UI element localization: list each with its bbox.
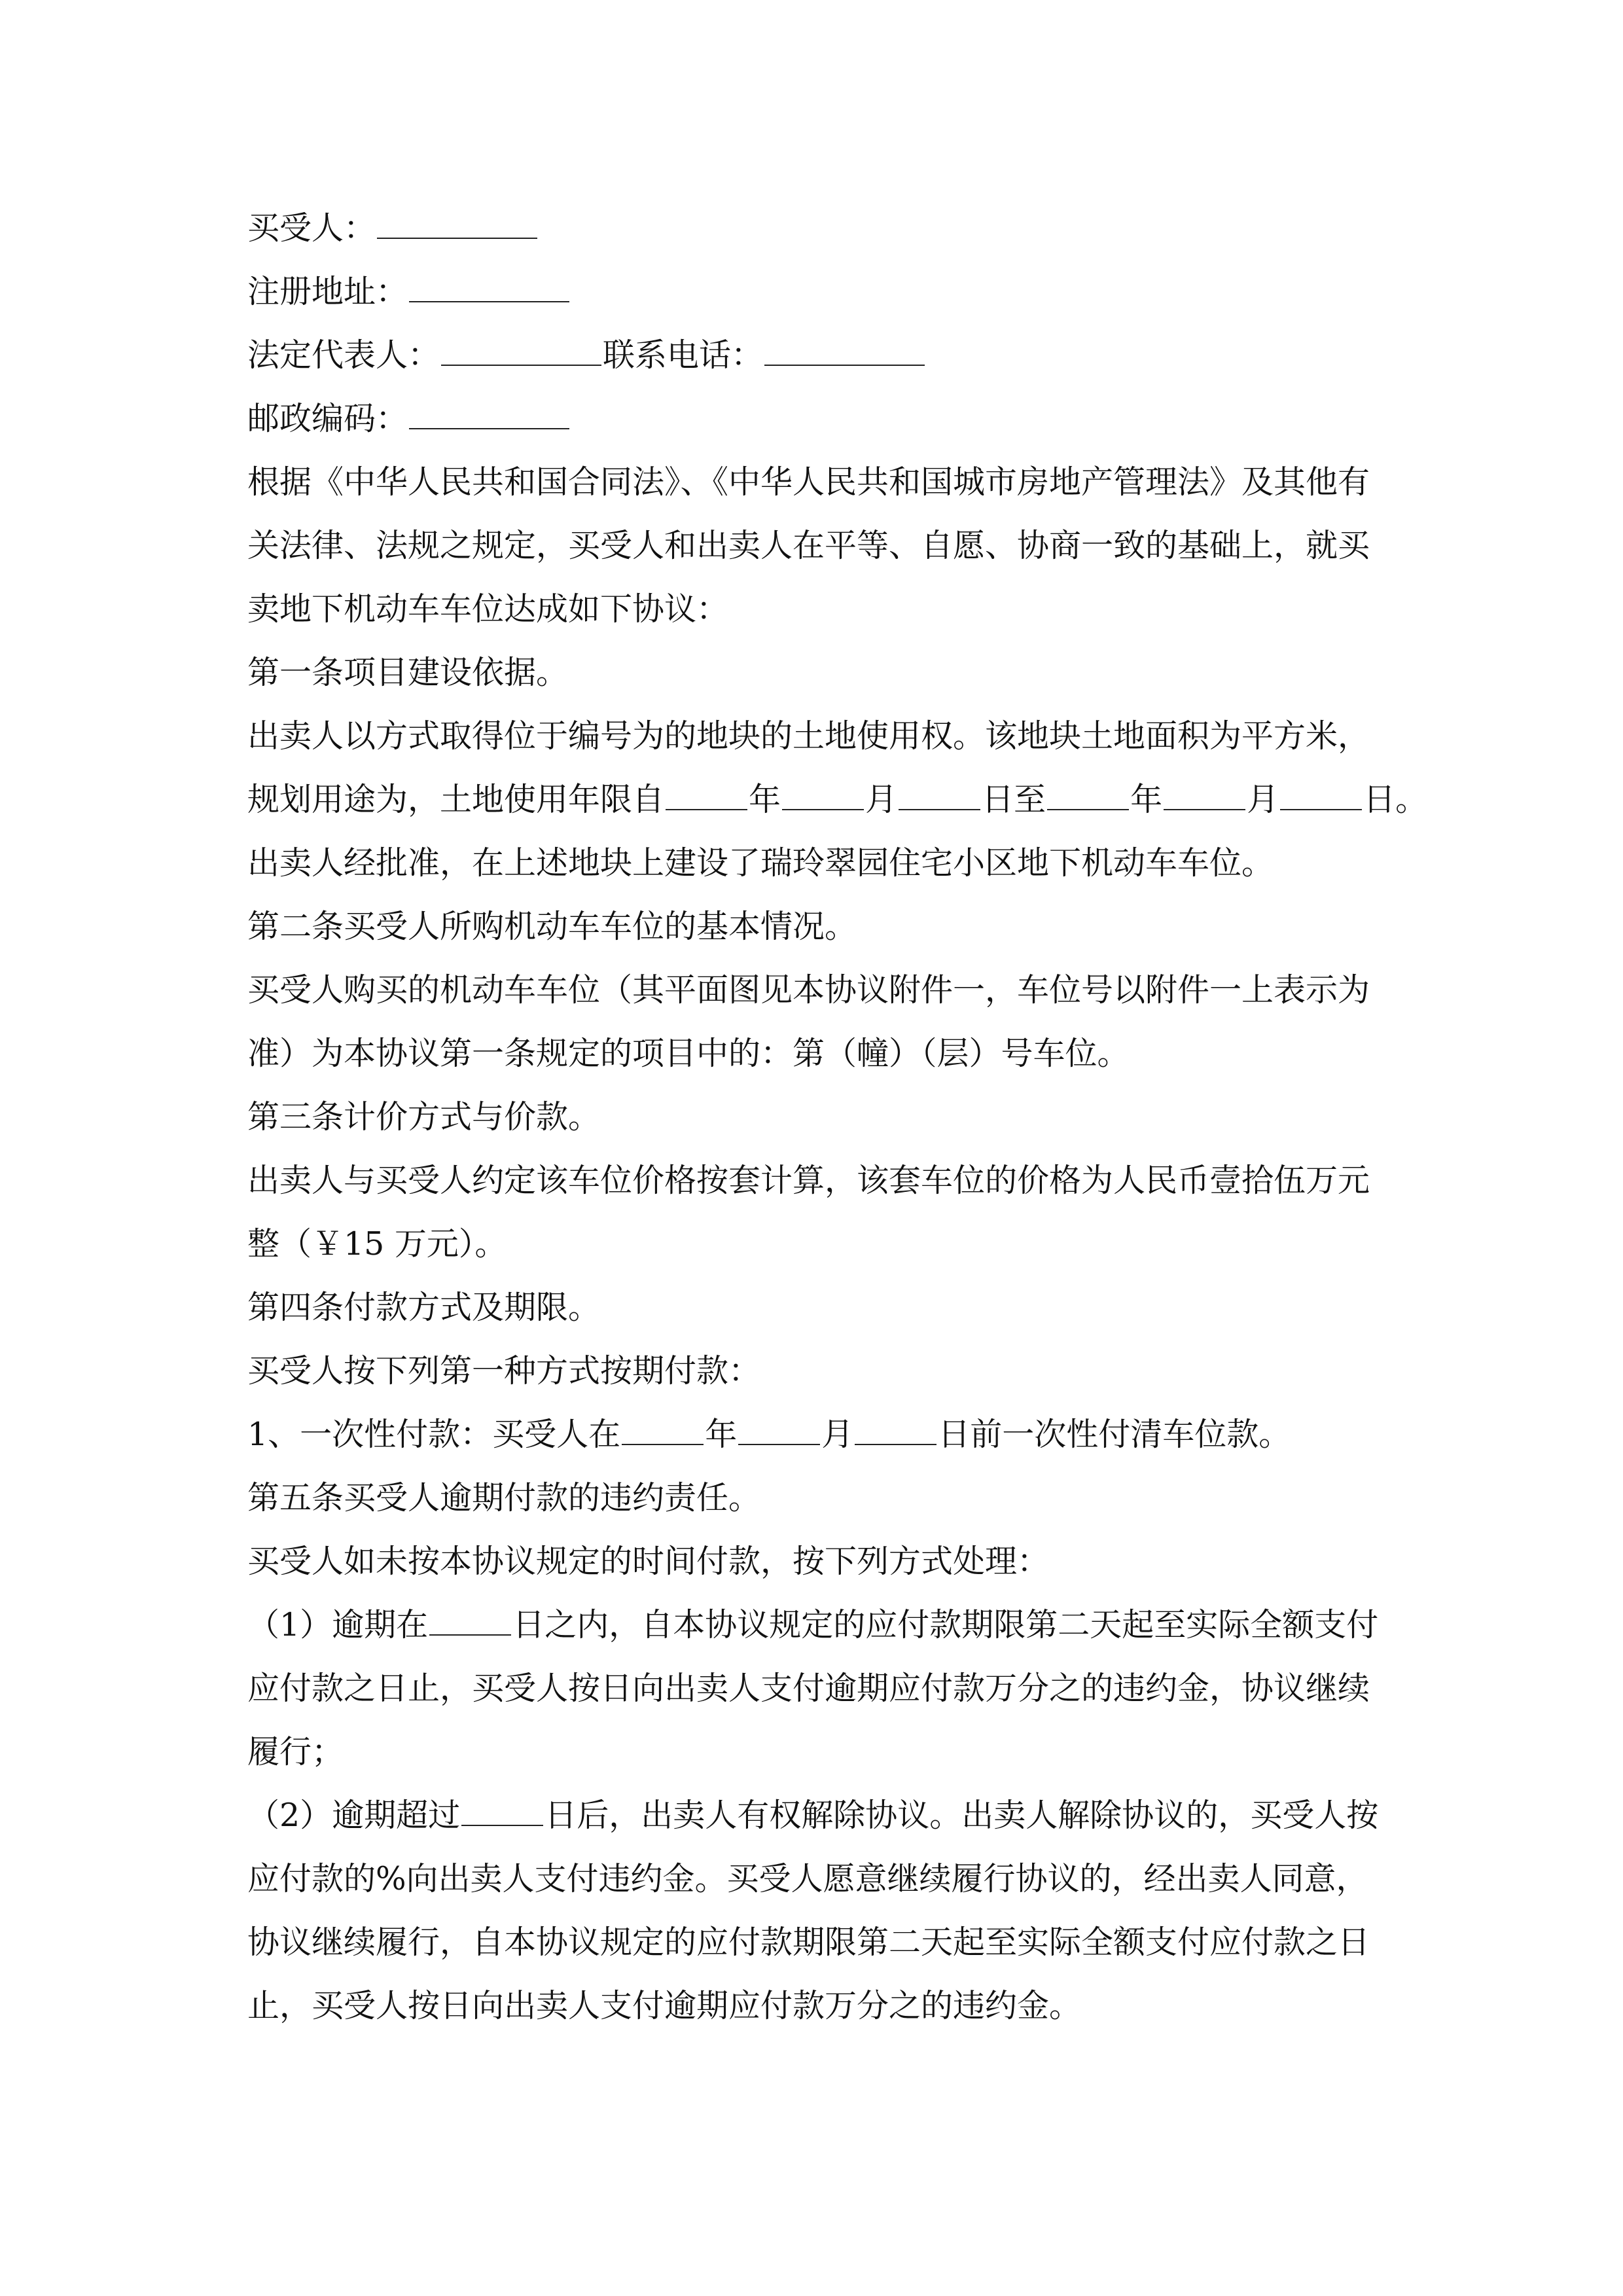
legal-rep-line: [247, 323, 1386, 387]
payment-month-blank: [738, 1418, 820, 1445]
item2-suffix: 日后，出卖人有权解除协议。出卖人解除协议的，买受人按: [544, 1797, 1379, 1834]
buyer-blank: [377, 211, 537, 239]
article5-line-1: 买受人如未按本协议规定的时间付款，按下列方式处理：: [247, 1543, 1050, 1580]
article5-item2-line-3: 协议继续履行，自本协议规定的应付款期限第二天起至实际全额支付应付款之日: [247, 1924, 1370, 1961]
address-label: 注册地址：: [247, 273, 408, 310]
article5-item1-line-1: [247, 1593, 1386, 1657]
article5-item2-line-4: 止，买受人按日向出卖人支付逾期应付款万分之的违约金。: [247, 1987, 1082, 2024]
start-day-blank: [899, 783, 980, 810]
day-to-label: 日至: [982, 781, 1046, 818]
item2-prefix: （2）逾期超过: [247, 1797, 461, 1834]
payment-prefix: 1、一次性付款：买受人在: [247, 1416, 621, 1453]
intro-line-1: 根据《中华人民共和国合同法》、《中华人民共和国城市房地产管理法》及其他有: [247, 463, 1370, 501]
start-month-label: 月: [865, 781, 898, 818]
article1-line-2: [247, 768, 1428, 831]
article3-title: 第三条计价方式与价款。: [247, 1098, 601, 1136]
article5-item2-line-2: 应付款的%向出卖人支付违约金。买受人愿意继续履行协议的，经出卖人同意，: [247, 1860, 1368, 1897]
phone-blank: [764, 338, 925, 366]
article3-line-2: 整（￥15 万元）。: [247, 1225, 507, 1263]
payment-day-blank: [855, 1418, 936, 1445]
article2-line-1: 买受人购买的机动车车位（其平面图见本协议附件一，车位号以附件一上表示为: [247, 971, 1370, 1009]
start-month-blank: [782, 783, 864, 810]
article1-line-3: 出卖人经批准，在上述地块上建设了瑞玲翠园住宅小区地下机动车车位。: [247, 844, 1274, 882]
article2-line-2: 准）为本协议第一条规定的项目中的：第（幢）（层）号车位。: [247, 1035, 1130, 1072]
buyer-label: 买受人：: [247, 209, 376, 247]
buyer-line: [247, 196, 1386, 260]
article5-item1-line-2: 应付款之日止，买受人按日向出卖人支付逾期应付款万分之的违约金，协议继续: [247, 1670, 1370, 1707]
article2-title: 第二条买受人所购机动车车位的基本情况。: [247, 908, 857, 945]
legal-rep-blank: [441, 338, 601, 366]
item1-prefix: （1）逾期在: [247, 1606, 429, 1643]
intro-line-2: 关法律、法规之规定，买受人和出卖人在平等、自愿、协商一致的基础上，就买: [247, 527, 1370, 564]
start-year-label: 年: [749, 781, 781, 818]
postal-blank: [409, 402, 569, 429]
intro-line-3: 卖地下机动车车位达成如下协议：: [247, 590, 729, 628]
start-year-blank: [666, 783, 747, 810]
payment-year-label: 年: [705, 1416, 738, 1453]
contract-body: [247, 196, 1428, 2037]
address-line: [247, 260, 1386, 323]
article1-title: 第一条项目建设依据。: [247, 654, 569, 691]
article5-item2-line-1: [247, 1784, 1386, 1847]
payment-year-blank: [622, 1418, 704, 1445]
article1-line-1: 出卖人以方式取得位于编号为的地块的土地使用权。该地块土地面积为平方米，: [247, 717, 1370, 755]
end-month-label: 月: [1247, 781, 1279, 818]
payment-month-label: 月: [821, 1416, 854, 1453]
end-year-blank: [1047, 783, 1129, 810]
address-blank: [409, 275, 569, 302]
item2-days-blank: [461, 1799, 543, 1826]
article4-line-1: 买受人按下列第一种方式按期付款：: [247, 1352, 761, 1390]
end-month-blank: [1164, 783, 1245, 810]
end-year-label: 年: [1130, 781, 1163, 818]
postal-label: 邮政编码：: [247, 400, 408, 437]
article5-item1-line-3: 履行；: [247, 1733, 344, 1770]
legal-rep-label: 法定代表人：: [247, 336, 440, 374]
article5-title: 第五条买受人逾期付款的违约责任。: [247, 1479, 761, 1516]
article4-title: 第四条付款方式及期限。: [247, 1289, 601, 1326]
article3-line-1: 出卖人与买受人约定该车位价格按套计算，该套车位的价格为人民币壹拾伍万元: [247, 1162, 1370, 1199]
item1-suffix: 日之内，自本协议规定的应付款期限第二天起至实际全额支付: [512, 1606, 1379, 1643]
phone-label: 联系电话：: [603, 336, 764, 374]
article1-line-2-prefix: 规划用途为，土地使用年限自: [247, 781, 665, 818]
payment-suffix: 日前一次性付清车位款。: [938, 1416, 1291, 1453]
article4-line-2: [247, 1403, 1386, 1466]
postal-line: [247, 387, 1386, 450]
item1-days-blank: [429, 1608, 511, 1636]
end-day-label: 日。: [1363, 781, 1428, 818]
end-day-blank: [1280, 783, 1362, 810]
